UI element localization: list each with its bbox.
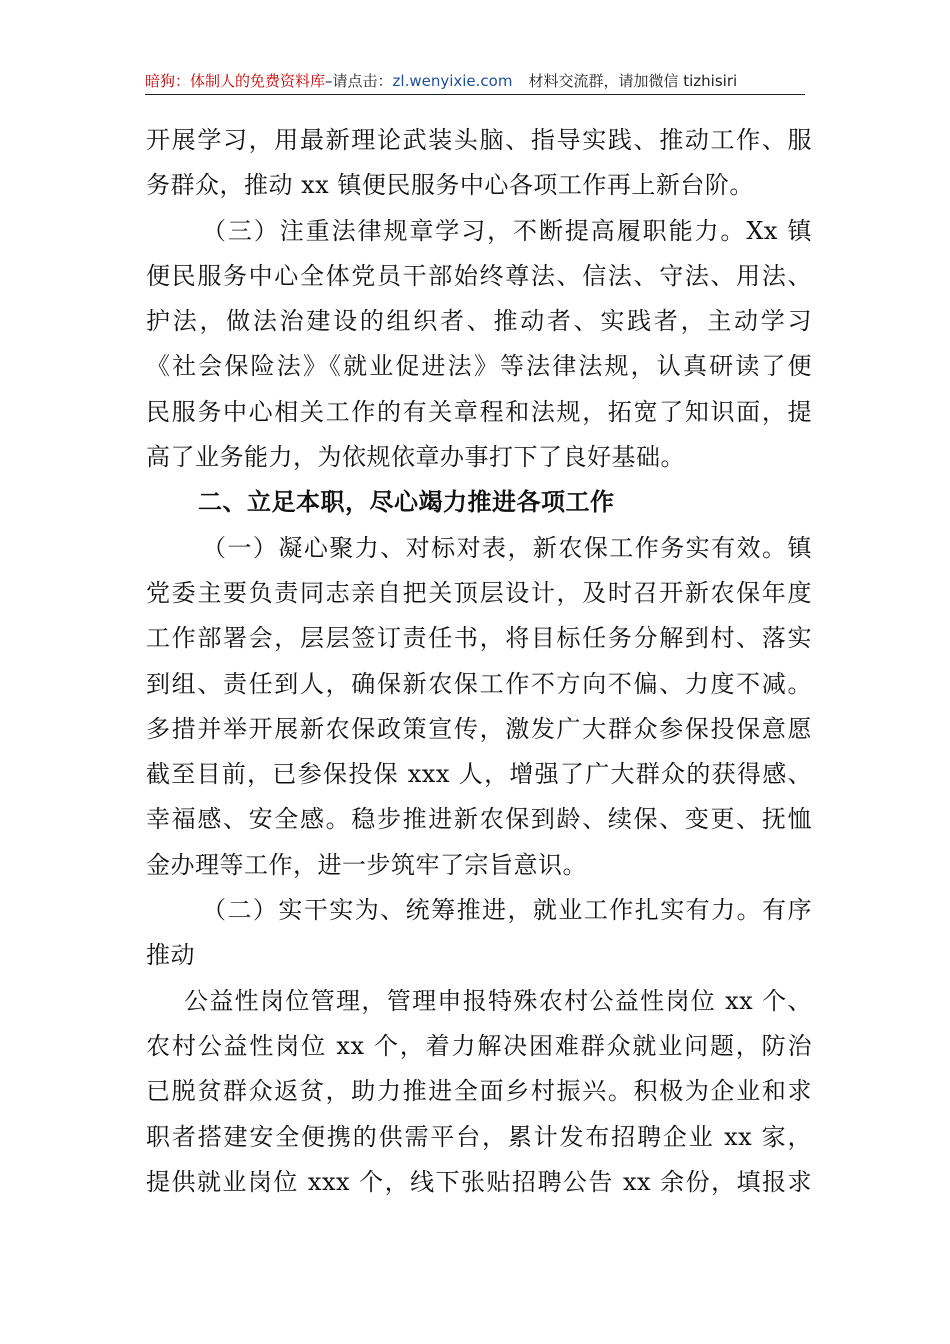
- header-brand: 暗狗：体制人的免费资料库: [145, 72, 326, 90]
- body-line: 推动: [146, 941, 195, 970]
- body-line: 幸福感、安全感。稳步推进新农保到龄、续保、变更、抚恤: [146, 805, 812, 834]
- body-line: 农村公益性岗位 xx 个，着力解决困难群众就业问题，防治: [146, 1031, 812, 1060]
- body-line: 职者搭建安全便携的供需平台，累计发布招聘企业 xx 家，: [146, 1122, 812, 1151]
- subsection-three-line: （三）注重法律规章学习，不断提高履职能力。Xx 镇: [202, 216, 812, 245]
- body-line: 《社会保险法》《就业促进法》等法律法规，认真研读了便: [146, 352, 812, 381]
- page-header: [145, 70, 805, 95]
- header-click-prefix: –请点击：: [325, 72, 393, 90]
- body-line: 金办理等工作，进一步筑牢了宗旨意识。: [146, 850, 587, 879]
- body-line: 民服务中心相关工作的有关章程和法规，拓宽了知识面，提: [146, 397, 812, 426]
- body-line: 高了业务能力，为依规依章办事打下了良好基础。: [146, 443, 685, 472]
- subsection-two-line: （二）实干实为、统筹推进，就业工作扎实有力。有序: [202, 896, 812, 925]
- body-line: 开展学习，用最新理论武装头脑、指导实践、推动工作、服: [146, 126, 812, 154]
- header-url-link[interactable]: zl.wenyixie.com: [392, 72, 513, 90]
- subsection-one-line: （一）凝心聚力、对标对表，新农保工作务实有效。镇: [202, 533, 812, 562]
- body-line: 截至目前，已参保投保 xxx 人，增强了广大群众的获得感、: [146, 760, 812, 789]
- body-line: 已脱贫群众返贫，助力推进全面乡村振兴。积极为企业和求: [146, 1077, 812, 1106]
- header-wechat-note: 材料交流群，请加微信 tizhisiri: [528, 72, 738, 90]
- body-line: 多措并举开展新农保政策宣传，激发广大群众参保投保意愿: [146, 714, 812, 743]
- body-line: 提供就业岗位 xxx 个，线下张贴招聘公告 xx 余份，填报求: [146, 1167, 812, 1196]
- body-paragraph-start: 公益性岗位管理，管理申报特殊农村公益性岗位 xx 个、: [184, 986, 812, 1015]
- body-line: 党委主要负责同志亲自把关顶层设计，及时召开新农保年度: [146, 578, 812, 607]
- body-line: 便民服务中心全体党员干部始终尊法、信法、守法、用法、: [146, 261, 812, 290]
- body-line: 务群众，推动 xx 镇便民服务中心各项工作再上新台阶。: [146, 171, 754, 200]
- body-line: 到组、责任到人，确保新农保工作不方向不偏、力度不减。: [146, 669, 812, 698]
- body-line: 护法，做法治建设的组织者、推动者、实践者，主动学习: [146, 307, 812, 336]
- document-body: [146, 118, 812, 1205]
- body-line: 工作部署会，层层签订责任书，将目标任务分解到村、落实: [146, 624, 812, 653]
- section-heading-two: 二、立足本职，尽心竭力推进各项工作: [198, 488, 615, 517]
